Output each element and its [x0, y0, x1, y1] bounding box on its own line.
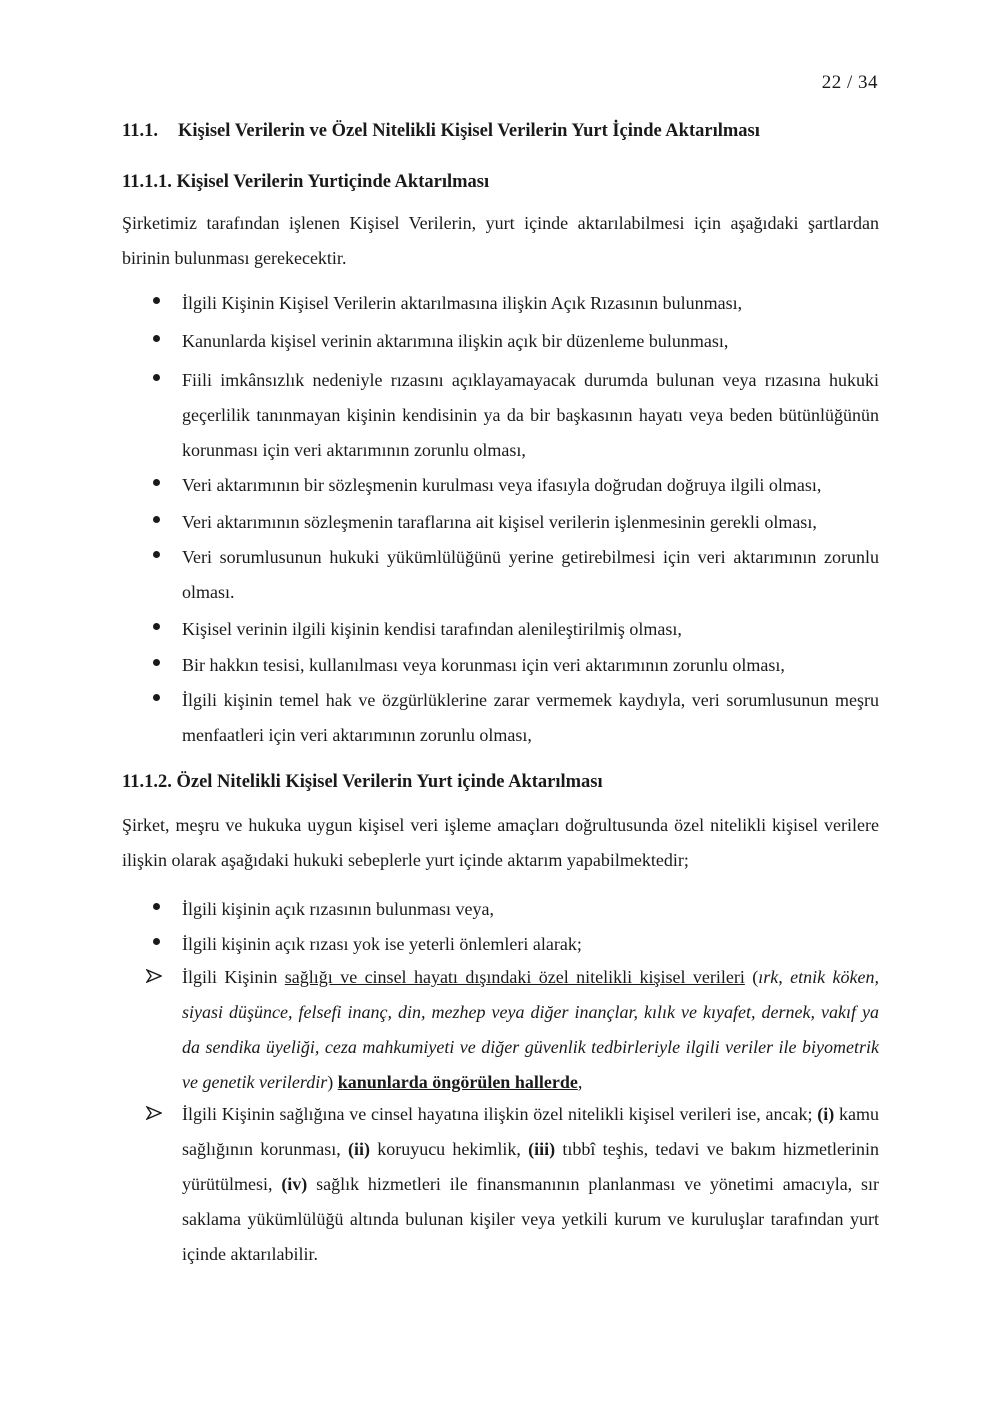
list-item: İlgili Kişinin Kişisel Verilerin aktarılmasına ilişkin Açık Rızasının bulunması, [182, 293, 743, 313]
bold-marker: (i) [817, 1104, 835, 1124]
item-text: İlgili Kişinin [182, 967, 285, 987]
list-item: Fiili imkânsızlık nedeniyle rızasını açıklayamayacak durumda bulunan veya rızasına hukuki geçerlilik tanınmayan kişinin kendisinin ya da bir başkasının hayatı veya beden bütünlüğünün korunması için veri aktarımının zorunlu olması, [182, 370, 879, 460]
italic-text: ırk, etnik köken, siyasi düşünce, felsefi inanç, din, mezhep veya diğer inançlar, kılık ve kıyafet, dernek, vakıf ya da sendika üyeliği, ceza mahkumiyeti ve diğer güvenlik tedbirleriyle ilgili veriler ile biyometrik ve genetik verilerdir [182, 967, 879, 1092]
list-item: Kişisel verinin ilgili kişinin kendisi tarafından alenileştirilmiş olması, [182, 619, 682, 639]
section-number: 11.1. [122, 121, 158, 141]
bullet-icon [150, 623, 162, 635]
arrow-bullet-icon [146, 1106, 162, 1120]
bullet-icon [150, 516, 162, 528]
list-item: Veri sorumlusunun hukuki yükümlülüğünü yerine getirebilmesi için veri aktarımının zorunlu olması. [182, 547, 879, 602]
bullet-icon [150, 551, 162, 563]
arrow-bullet-icon [146, 969, 162, 983]
bold-marker: (ii) [347, 1139, 370, 1159]
item-text: koruyucu hekimlik, [369, 1139, 529, 1159]
page-number: 22 / 34 [821, 72, 878, 93]
list-item: İlgili kişinin açık rızası yok ise yeterli önlemleri alarak; [182, 934, 582, 954]
item-text: ) [327, 1072, 338, 1092]
list-item: İlgili kişinin temel hak ve özgürlüklerine zarar vermemek kaydıyla, veri sorumlusunun meşru menfaatleri için veri aktarımının zorunlu olması, [182, 690, 879, 745]
underlined-text: sağlığı ve cinsel hayatı dışındaki özel nitelikli kişisel verileri [284, 967, 745, 987]
bullet-icon [150, 659, 162, 671]
bold-underlined-text: kanunlarda öngörülen hallerde [337, 1072, 578, 1092]
list-item: İlgili kişinin açık rızasının bulunması veya, [182, 899, 494, 919]
bold-marker: (iii) [528, 1139, 556, 1159]
arrow-list-item [182, 1097, 879, 1272]
list-item: Veri aktarımının sözleşmenin taraflarına ait kişisel verilerin işlenmesinin gerekli olması, [182, 512, 817, 532]
item-text: , [577, 1072, 583, 1092]
arrow-list-item [182, 960, 879, 1100]
bold-marker: (iv) [281, 1174, 308, 1194]
subsection-heading-11-1-2: 11.1.2. Özel Nitelikli Kişisel Verilerin Yurt içinde Aktarılması [122, 772, 603, 792]
bullet-icon [150, 694, 162, 706]
item-text: İlgili Kişinin sağlığına ve cinsel hayatına ilişkin özel nitelikli kişisel verileri ise, ancak; [182, 1104, 818, 1124]
list-item: Bir hakkın tesisi, kullanılması veya korunması için veri aktarımının zorunlu olması, [182, 655, 785, 675]
item-text: tıbbî teşhis, tedavi ve bakım hizmetlerinin yürütülmesi, [182, 1139, 879, 1194]
item-text: ( [744, 967, 759, 987]
item-text: sağlık hizmetleri ile finansmanının planlanması ve yönetimi amacıyla, sır saklama yükümlülüğü altında bulunan kişiler veya yetkili kurum ve kuruluşlar tarafından yurt içinde aktarılabilir. [182, 1174, 879, 1264]
subsection-heading-11-1-1: 11.1.1. Kişisel Verilerin Yurtiçinde Aktarılması [122, 172, 490, 192]
list-item: Veri aktarımının bir sözleşmenin kurulması veya ifasıyla doğrudan doğruya ilgili olması, [182, 475, 822, 495]
list-item: Kanunlarda kişisel verinin aktarımına ilişkin açık bir düzenleme bulunması, [182, 331, 729, 351]
intro-paragraph: Şirket, meşru ve hukuka uygun kişisel veri işleme amaçları doğrultusunda özel nitelikli kişisel verilere ilişkin olarak aşağıdaki hukuki sebeplerle yurt içinde aktarım yapabilmektedir; [122, 815, 879, 870]
intro-paragraph: Şirketimiz tarafından işlenen Kişisel Verilerin, yurt içinde aktarılabilmesi için aşağıdaki şartlardan birinin bulunması gerekecektir. [122, 213, 879, 268]
item-text: kamu sağlığının korunması, [182, 1104, 880, 1159]
bullet-icon [150, 903, 162, 915]
bullet-icon [150, 297, 162, 309]
bullet-icon [150, 479, 162, 491]
section-title: Kişisel Verilerin ve Özel Nitelikli Kişisel Verilerin Yurt İçinde Aktarılması [177, 121, 760, 141]
bullet-icon [150, 938, 162, 950]
section-heading-11-1 [122, 121, 760, 142]
bullet-icon [150, 335, 162, 347]
bullet-icon [150, 374, 162, 386]
